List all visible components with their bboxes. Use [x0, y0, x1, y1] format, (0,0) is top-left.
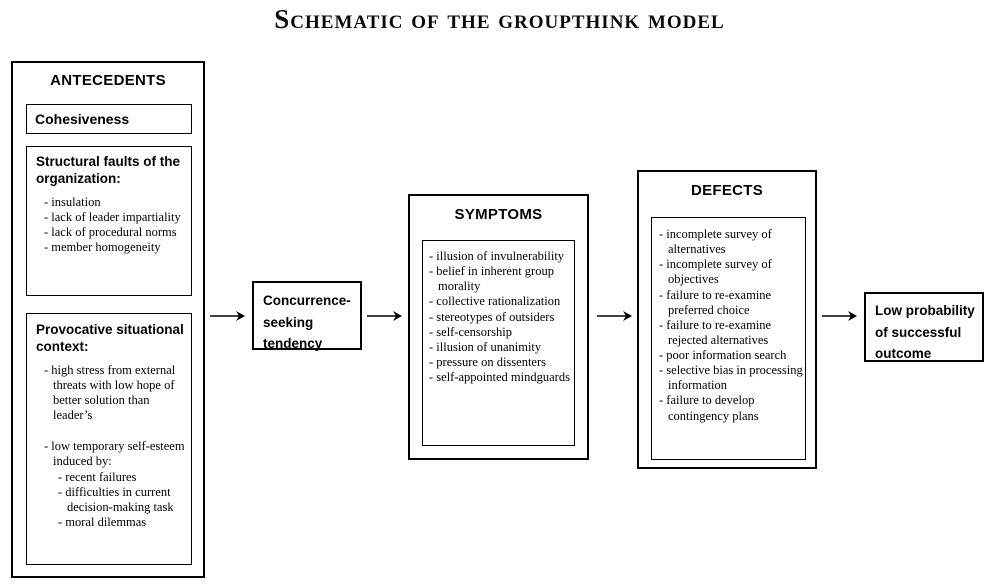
- list-item: - failure to re-examine preferred choice: [659, 287, 772, 317]
- page-title: Schematic of the groupthink model: [274, 4, 725, 34]
- structural-faults-box: [26, 146, 192, 296]
- symptoms-list: [429, 249, 572, 385]
- concurrence-tendency-box: [252, 281, 362, 350]
- list-item: - insulation: [44, 194, 101, 209]
- defects-box: [637, 170, 817, 469]
- list-item: - collective rationalization: [429, 294, 561, 309]
- structural-faults-list: [44, 195, 187, 256]
- list-item: - poor information search: [659, 348, 787, 362]
- list-item: - failure to re-examine rejected alternatives: [659, 317, 772, 347]
- list-subitem: - difficulties in current decision-making task: [58, 484, 174, 514]
- defects-heading: DEFECTS: [690, 182, 764, 199]
- list-item: - stereotypes of outsiders: [429, 309, 555, 324]
- flow-arrow-icon: [821, 308, 859, 324]
- provocative-context-list: [44, 363, 187, 530]
- list-item: - high stress from external threats with low hope of better solution than leader’s: [44, 362, 176, 423]
- cohesiveness-label: Cohesiveness: [35, 111, 130, 127]
- cohesiveness-box: [26, 104, 192, 134]
- list-item: - selective bias in processing information: [659, 363, 803, 393]
- list-item: - failure to develop contingency plans: [659, 393, 759, 423]
- spacer: [44, 423, 187, 439]
- list-item: - self-appointed mindguards: [429, 370, 570, 384]
- list-item: - lack of leader impartiality: [44, 209, 181, 224]
- symptoms-box: [408, 194, 589, 460]
- list-item: - incomplete survey of alternatives: [659, 227, 772, 257]
- flow-arrow-icon: [366, 308, 404, 324]
- antecedents-heading: ANTECEDENTS: [50, 72, 166, 89]
- symptoms-heading: SYMPTOMS: [454, 206, 543, 223]
- list-item: - incomplete survey of objectives: [659, 257, 772, 287]
- list-item: - illusion of unanimity: [429, 339, 542, 354]
- list-item: - member homogeneity: [44, 240, 161, 255]
- antecedents-box: [11, 61, 205, 578]
- outcome-label: Low probability of successful outcome: [875, 303, 975, 362]
- list-item: - low temporary self-esteem induced by:: [44, 439, 185, 469]
- list-subitem: - recent failures: [58, 469, 137, 484]
- list-subitem: - moral dilemmas: [58, 514, 147, 529]
- list-item: - pressure on dissenters: [429, 354, 546, 369]
- list-item: - illusion of invulnerability: [429, 249, 565, 263]
- flow-arrow-icon: [596, 308, 634, 324]
- defects-list: [659, 227, 803, 424]
- defects-list-box: [651, 217, 806, 460]
- list-item: - lack of procedural norms: [44, 225, 177, 239]
- provocative-context-box: [26, 313, 192, 565]
- structural-faults-heading: Structural faults of the organization:: [36, 154, 181, 186]
- outcome-box: [864, 292, 984, 362]
- symptoms-list-box: [422, 240, 575, 446]
- spacer: [36, 356, 187, 363]
- spacer: [36, 188, 187, 195]
- flow-arrow-icon: [209, 308, 247, 324]
- list-item: - belief in inherent group morality: [429, 264, 554, 294]
- list-item: - self-censorship: [429, 324, 512, 339]
- provocative-context-heading: Provocative situational context:: [36, 322, 184, 354]
- concurrence-tendency-label: Concurrence-seeking tendency: [263, 293, 351, 352]
